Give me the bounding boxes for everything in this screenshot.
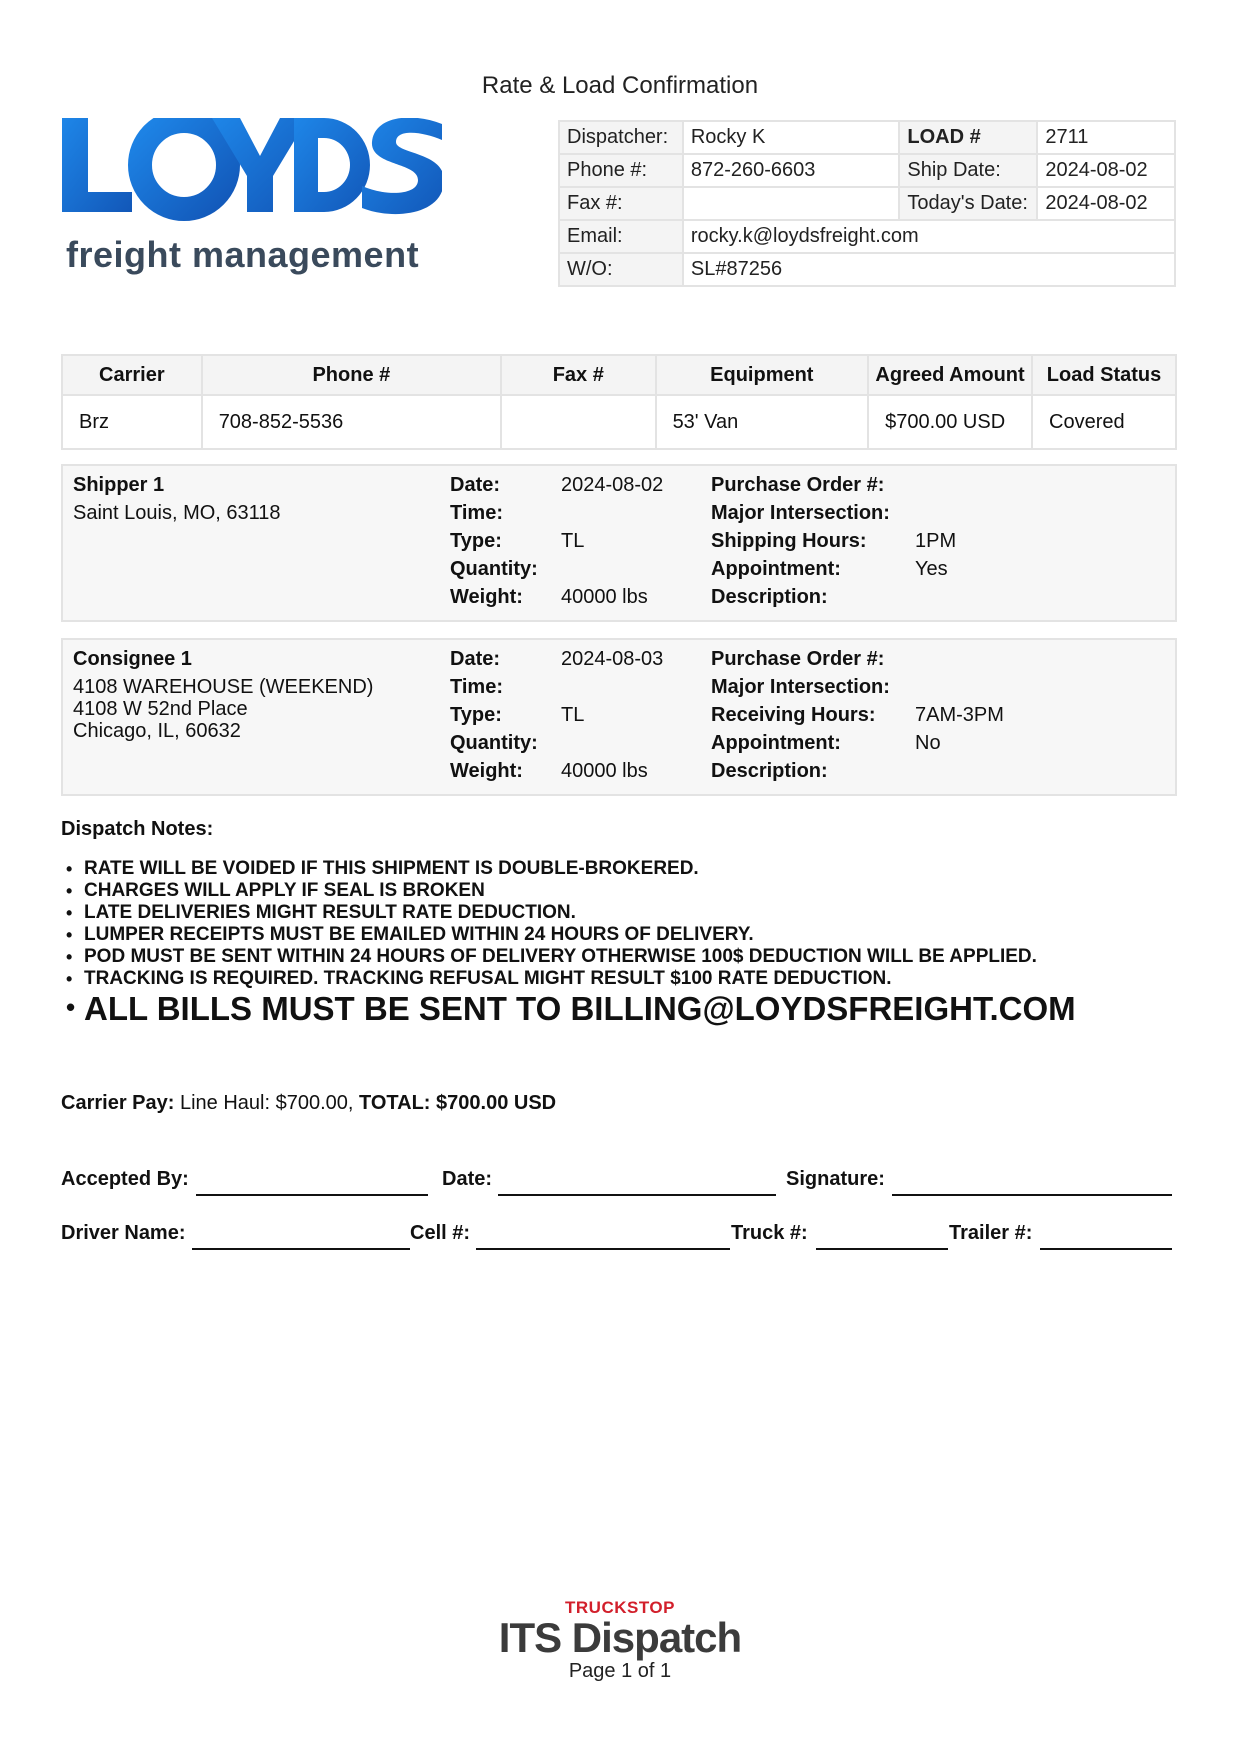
fax-value <box>683 187 900 220</box>
trailer-label: Trailer #: <box>949 1222 1033 1244</box>
shipper-time-label: Time: <box>450 502 503 524</box>
list-item: • LATE DELIVERIES MIGHT RESULT RATE DEDUCTION. <box>66 902 1037 924</box>
ship-date-label: Ship Date: <box>899 154 1037 187</box>
table-row <box>62 395 1176 449</box>
signature-label: Signature: <box>786 1168 885 1190</box>
shipper-box <box>61 464 1177 622</box>
signature-field[interactable] <box>892 1168 1172 1196</box>
shipper-description-label: Description: <box>711 586 828 608</box>
todays-date-value: 2024-08-02 <box>1037 187 1175 220</box>
date-field[interactable] <box>498 1168 776 1196</box>
consignee-intersection-label: Major Intersection: <box>711 676 890 698</box>
address-line: 4108 WAREHOUSE (WEEKEND) <box>73 676 374 698</box>
accepted-by-field[interactable] <box>196 1168 428 1196</box>
carrier-equipment: 53' Van <box>656 395 869 449</box>
work-order-value: SL#87256 <box>683 253 1175 286</box>
total-label: TOTAL: <box>359 1092 431 1114</box>
table-row <box>559 253 1175 286</box>
consignee-weight-value: 40000 lbs <box>561 760 648 782</box>
receiving-hours-value: 7AM-3PM <box>915 704 1004 726</box>
col-agreed-amount: Agreed Amount <box>868 355 1032 395</box>
logo-tagline: freight management <box>66 234 420 275</box>
consignee-quantity-label: Quantity: <box>450 732 538 754</box>
load-number-label: LOAD # <box>899 121 1037 154</box>
address-line: Chicago, IL, 60632 <box>73 720 241 742</box>
document-title: Rate & Load Confirmation <box>481 72 759 99</box>
truck-label: Truck #: <box>731 1222 808 1244</box>
carrier-name: Brz <box>62 395 202 449</box>
todays-date-label: Today's Date: <box>899 187 1037 220</box>
shipper-name: Shipper 1 <box>73 474 165 496</box>
shipper-appointment-value: Yes <box>915 558 948 580</box>
dispatch-notes-title: Dispatch Notes: <box>61 818 214 840</box>
carrier-pay-label: Carrier Pay: <box>61 1092 175 1114</box>
trailer-field[interactable] <box>1040 1222 1172 1250</box>
col-fax: Fax # <box>501 355 656 395</box>
table-row <box>559 220 1175 253</box>
cell-field[interactable] <box>476 1222 730 1250</box>
shipper-po-label: Purchase Order #: <box>711 474 885 496</box>
shipper-weight-label: Weight: <box>450 586 523 608</box>
consignee-po-label: Purchase Order #: <box>711 648 885 670</box>
carrier-fax <box>501 395 656 449</box>
col-carrier: Carrier <box>62 355 202 395</box>
carrier-table <box>61 354 1177 450</box>
col-phone: Phone # <box>202 355 501 395</box>
table-row <box>559 187 1175 220</box>
dispatch-info-table <box>558 120 1176 287</box>
list-item: • POD MUST BE SENT WITHIN 24 HOURS OF DELIVERY OTHERWISE 100$ DEDUCTION WILL BE APPLIED. <box>66 946 1037 968</box>
consignee-appointment-label: Appointment: <box>711 732 841 754</box>
list-item: • RATE WILL BE VOIDED IF THIS SHIPMENT IS DOUBLE-BROKERED. <box>66 858 1037 880</box>
shipper-date-label: Date: <box>450 474 501 496</box>
its-dispatch-logo: ITS Dispatch <box>498 1614 742 1661</box>
consignee-address <box>73 676 373 742</box>
dispatch-notes-list <box>66 858 1037 990</box>
fax-label: Fax #: <box>559 187 683 220</box>
shipper-address <box>73 502 281 524</box>
list-item: • LUMPER RECEIPTS MUST BE EMAILED WITHIN 24 HOURS OF DELIVERY. <box>66 924 1037 946</box>
consignee-weight-label: Weight: <box>450 760 523 782</box>
date-label: Date: <box>442 1168 493 1190</box>
phone-value: 872-260-6603 <box>683 154 900 187</box>
address-line: Saint Louis, MO, 63118 <box>73 502 281 524</box>
shipper-appointment-label: Appointment: <box>711 558 841 580</box>
shipper-intersection-label: Major Intersection: <box>711 502 890 524</box>
phone-label: Phone #: <box>559 154 683 187</box>
shipper-quantity-label: Quantity: <box>450 558 538 580</box>
shipping-hours-value: 1PM <box>915 530 957 552</box>
table-row <box>559 154 1175 187</box>
consignee-date-label: Date: <box>450 648 501 670</box>
billing-email-note: • ALL BILLS MUST BE SENT TO BILLING@LOYDSFREIGHT.COM <box>66 990 1076 1028</box>
col-equipment: Equipment <box>656 355 869 395</box>
cell-label: Cell #: <box>410 1222 471 1244</box>
email-label: Email: <box>559 220 683 253</box>
carrier-phone: 708-852-5536 <box>202 395 501 449</box>
driver-name-field[interactable] <box>192 1222 410 1250</box>
carrier-pay <box>61 1092 556 1115</box>
consignee-type-value: TL <box>561 704 585 726</box>
shipper-type-value: TL <box>561 530 585 552</box>
dispatcher-value: Rocky K <box>683 121 900 154</box>
shipping-hours-label: Shipping Hours: <box>711 530 867 552</box>
consignee-time-label: Time: <box>450 676 503 698</box>
email-value: rocky.k@loydsfreight.com <box>683 220 1175 253</box>
line-haul: Line Haul: $700.00, <box>179 1092 354 1114</box>
ship-date-value: 2024-08-02 <box>1037 154 1175 187</box>
consignee-box <box>61 638 1177 796</box>
receiving-hours-label: Receiving Hours: <box>711 704 876 726</box>
consignee-type-label: Type: <box>450 704 502 726</box>
address-line: 4108 W 52nd Place <box>73 698 248 720</box>
list-item: • CHARGES WILL APPLY IF SEAL IS BROKEN <box>66 880 1037 902</box>
consignee-date-value: 2024-08-03 <box>561 648 664 670</box>
load-number-value: 2711 <box>1037 121 1175 154</box>
dispatcher-label: Dispatcher: <box>559 121 683 154</box>
total-value: $700.00 USD <box>436 1092 557 1114</box>
list-item: • TRACKING IS REQUIRED. TRACKING REFUSAL MIGHT RESULT $100 RATE DEDUCTION. <box>66 968 1037 990</box>
shipper-weight-value: 40000 lbs <box>561 586 648 608</box>
truck-field[interactable] <box>816 1222 948 1250</box>
shipper-date-value: 2024-08-02 <box>561 474 664 496</box>
work-order-label: W/O: <box>559 253 683 286</box>
page-number: Page 1 of 1 <box>568 1660 672 1682</box>
table-header-row <box>62 355 1176 395</box>
shipper-type-label: Type: <box>450 530 502 552</box>
consignee-appointment-value: No <box>915 732 941 754</box>
table-row <box>559 121 1175 154</box>
consignee-name: Consignee 1 <box>73 648 192 670</box>
truckstop-brand: TRUCKSTOP <box>565 1598 675 1617</box>
consignee-description-label: Description: <box>711 760 828 782</box>
col-load-status: Load Status <box>1032 355 1176 395</box>
carrier-load-status: Covered <box>1032 395 1176 449</box>
driver-name-label: Driver Name: <box>61 1222 186 1244</box>
accepted-by-label: Accepted By: <box>61 1168 189 1190</box>
carrier-agreed-amount: $700.00 USD <box>868 395 1032 449</box>
